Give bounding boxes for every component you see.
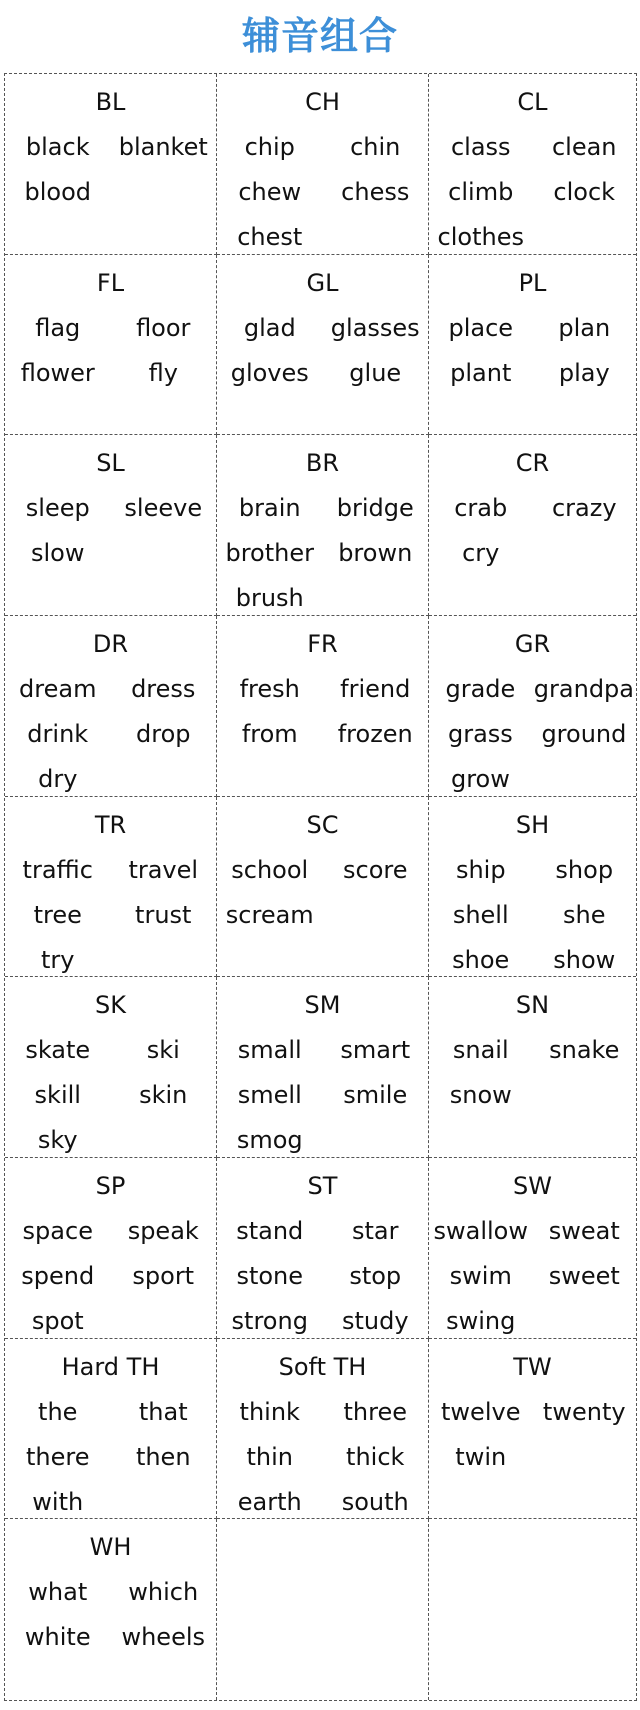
example-word: clean [551, 133, 617, 161]
example-word: clothes [437, 223, 524, 251]
blend-heading: SL [96, 449, 125, 478]
blend-heading [217, 1525, 428, 1570]
example-word: sweet [548, 1262, 620, 1290]
word-list [217, 306, 428, 396]
example-word: class [450, 133, 511, 161]
word-list [217, 486, 428, 616]
word-list [217, 1390, 428, 1520]
example-word: white [24, 1623, 91, 1652]
example-word: grade [445, 675, 516, 703]
example-word: place [448, 313, 514, 342]
blend-cell [217, 1339, 429, 1520]
example-word: smile [343, 1081, 408, 1110]
blend-heading: DR [92, 630, 129, 658]
word-list [217, 1209, 428, 1339]
blend-heading: BR [305, 449, 340, 478]
blend-cell [5, 977, 217, 1158]
word-list [5, 1028, 216, 1158]
example-word: travel [128, 855, 199, 884]
blend-heading: SC [306, 810, 339, 839]
example-word: star [352, 1217, 399, 1245]
example-word: ski [146, 1036, 180, 1065]
blend-cell [5, 1519, 217, 1700]
blend-cell [5, 1339, 217, 1520]
example-word: shop [555, 855, 614, 884]
example-word: chin [350, 133, 401, 161]
example-word: south [341, 1487, 409, 1516]
blend-cell [5, 797, 217, 978]
blend-heading: WH [89, 1533, 132, 1562]
example-word: traffic [22, 855, 93, 884]
example-word: smell [237, 1081, 302, 1110]
blend-cell [217, 255, 429, 436]
example-word: twelve [441, 1397, 521, 1426]
example-word: climb [448, 178, 514, 206]
example-word: swing [446, 1307, 516, 1335]
example-word: sleep [25, 494, 90, 523]
word-list [5, 1209, 216, 1339]
word-list [217, 667, 428, 757]
word-list [429, 667, 636, 797]
blend-heading: BL [95, 88, 126, 116]
example-word: friend [340, 675, 411, 703]
example-word: dream [19, 675, 97, 703]
example-word: gloves [230, 358, 309, 387]
example-word: slow [31, 539, 85, 568]
blend-heading: GR [514, 630, 551, 658]
example-word: with [32, 1487, 84, 1516]
word-list [429, 1390, 636, 1480]
blend-cell [217, 616, 429, 797]
example-word: wheels [121, 1623, 206, 1652]
blend-heading: TW [513, 1352, 552, 1381]
blend-heading: SH [515, 810, 550, 839]
word-list [429, 1209, 636, 1339]
word-list [429, 306, 636, 396]
blend-cell [217, 74, 429, 255]
word-list [5, 306, 216, 396]
blend-cell [429, 616, 636, 797]
example-word: sweat [548, 1217, 620, 1245]
page-title: 辅音组合 [241, 14, 398, 58]
example-word: grandpa [533, 675, 634, 703]
blend-heading: TR [94, 810, 127, 839]
blend-cell [5, 74, 217, 255]
consonant-blend-table [4, 73, 637, 1701]
blend-heading: CR [515, 449, 550, 478]
example-word: space [22, 1217, 93, 1245]
example-word: skate [25, 1036, 91, 1065]
word-list [5, 1390, 216, 1520]
blend-heading: FL [96, 268, 125, 297]
word-list [5, 125, 216, 215]
blend-cell [5, 1158, 217, 1339]
blend-heading: SP [95, 1172, 126, 1200]
blend-cell [5, 616, 217, 797]
example-word: chew [238, 178, 302, 206]
example-word: grass [447, 720, 513, 748]
example-word: tree [33, 900, 82, 929]
blend-heading: SW [513, 1172, 552, 1200]
word-list [5, 486, 216, 576]
blend-heading: Soft TH [278, 1352, 367, 1381]
example-word: strong [231, 1307, 308, 1335]
blend-cell [429, 1339, 636, 1520]
example-word: brown [338, 539, 413, 568]
example-word: chess [341, 178, 410, 206]
example-word: which [128, 1578, 199, 1607]
example-word: thick [346, 1442, 405, 1471]
example-word: bridge [336, 494, 414, 523]
example-word: spend [21, 1262, 95, 1290]
blend-heading: SN [515, 991, 550, 1020]
example-word: stop [349, 1262, 402, 1290]
word-list [5, 667, 216, 797]
word-list [217, 125, 428, 255]
example-word: snail [452, 1036, 509, 1065]
empty-cell [217, 1519, 429, 1700]
empty-cell [429, 1519, 636, 1700]
example-word: she [563, 900, 606, 929]
example-word: flower [20, 358, 95, 387]
example-word: brain [238, 494, 301, 523]
word-list [217, 848, 428, 938]
word-list [5, 848, 216, 978]
example-word: speak [127, 1217, 199, 1245]
example-word: swim [449, 1262, 512, 1290]
example-word: sport [132, 1262, 195, 1290]
example-word: flag [35, 313, 81, 342]
blend-cell [429, 255, 636, 436]
blend-cell [429, 74, 636, 255]
example-word: try [41, 945, 75, 974]
example-word: drink [27, 720, 89, 748]
blend-cell [217, 1158, 429, 1339]
example-word: twin [455, 1442, 507, 1471]
example-word: smart [340, 1036, 411, 1065]
example-word: skin [139, 1081, 188, 1110]
word-list [5, 1570, 216, 1660]
blend-heading: FR [307, 630, 338, 658]
example-word: blood [24, 178, 91, 206]
example-word: black [25, 133, 90, 161]
word-list [429, 848, 636, 978]
blend-heading [429, 1525, 636, 1570]
example-word: cry [462, 539, 500, 568]
blend-heading: GL [306, 268, 339, 297]
example-word: twenty [542, 1397, 626, 1426]
example-word: what [28, 1578, 88, 1607]
blend-heading: SM [304, 991, 341, 1020]
example-word: brush [235, 584, 304, 613]
blend-heading: CH [305, 88, 340, 116]
example-word: crab [454, 494, 508, 523]
example-word: sleeve [124, 494, 203, 523]
example-word: school [231, 855, 309, 884]
example-word: plan [558, 313, 611, 342]
blend-cell [217, 977, 429, 1158]
blend-heading: ST [307, 1172, 338, 1200]
word-list [217, 1028, 428, 1158]
blend-cell [429, 1158, 636, 1339]
example-word: score [343, 855, 408, 884]
example-word: that [138, 1397, 188, 1426]
example-word: scream [225, 900, 314, 929]
example-word: glue [349, 358, 402, 387]
blend-heading: Hard TH [61, 1352, 160, 1381]
example-word: stand [236, 1217, 304, 1245]
example-word: fresh [239, 675, 300, 703]
example-word: stone [236, 1262, 304, 1290]
example-word: spot [31, 1307, 84, 1335]
example-word: swallow [433, 1217, 528, 1245]
blend-heading: SK [95, 991, 126, 1020]
blend-heading: PL [518, 268, 547, 297]
example-word: glad [243, 313, 296, 342]
blend-cell [5, 435, 217, 616]
example-word: glasses [330, 313, 420, 342]
example-word: skill [34, 1081, 81, 1110]
example-word: chest [237, 223, 303, 251]
blend-cell [429, 435, 636, 616]
example-word: ground [541, 720, 627, 748]
example-word: frozen [337, 720, 413, 748]
blend-cell [429, 797, 636, 978]
example-word: sky [37, 1126, 78, 1155]
example-word: shell [452, 900, 509, 929]
example-word: plant [450, 358, 512, 387]
example-word: blanket [118, 133, 208, 161]
example-word: grow [450, 765, 510, 793]
example-word: smog [236, 1126, 303, 1155]
example-word: thin [246, 1442, 293, 1471]
example-word: earth [237, 1487, 302, 1516]
example-word: snake [549, 1036, 620, 1065]
example-word: three [343, 1397, 407, 1426]
example-word: dress [131, 675, 196, 703]
example-word: then [135, 1442, 191, 1471]
example-word: snow [449, 1081, 512, 1110]
example-word: dry [38, 765, 78, 793]
example-word: trust [135, 900, 192, 929]
example-word: floor [136, 313, 191, 342]
example-word: study [341, 1307, 409, 1335]
blend-cell [217, 435, 429, 616]
blend-cell [5, 255, 217, 436]
example-word: small [237, 1036, 302, 1065]
word-list [429, 1028, 636, 1118]
example-word: think [239, 1397, 300, 1426]
blend-heading: CL [517, 88, 548, 116]
example-word: fly [148, 358, 178, 387]
example-word: play [558, 358, 610, 387]
blend-cell [429, 977, 636, 1158]
example-word: show [553, 945, 616, 974]
example-word: the [38, 1397, 78, 1426]
blend-cell [217, 797, 429, 978]
example-word: from [241, 720, 298, 748]
example-word: drop [136, 720, 191, 748]
word-list [429, 125, 636, 255]
example-word: there [26, 1442, 90, 1471]
example-word: crazy [551, 494, 617, 523]
example-word: clock [553, 178, 616, 206]
word-list [429, 486, 636, 576]
example-word: shoe [452, 945, 510, 974]
example-word: ship [455, 855, 506, 884]
example-word: chip [244, 133, 295, 161]
example-word: brother [225, 539, 314, 568]
